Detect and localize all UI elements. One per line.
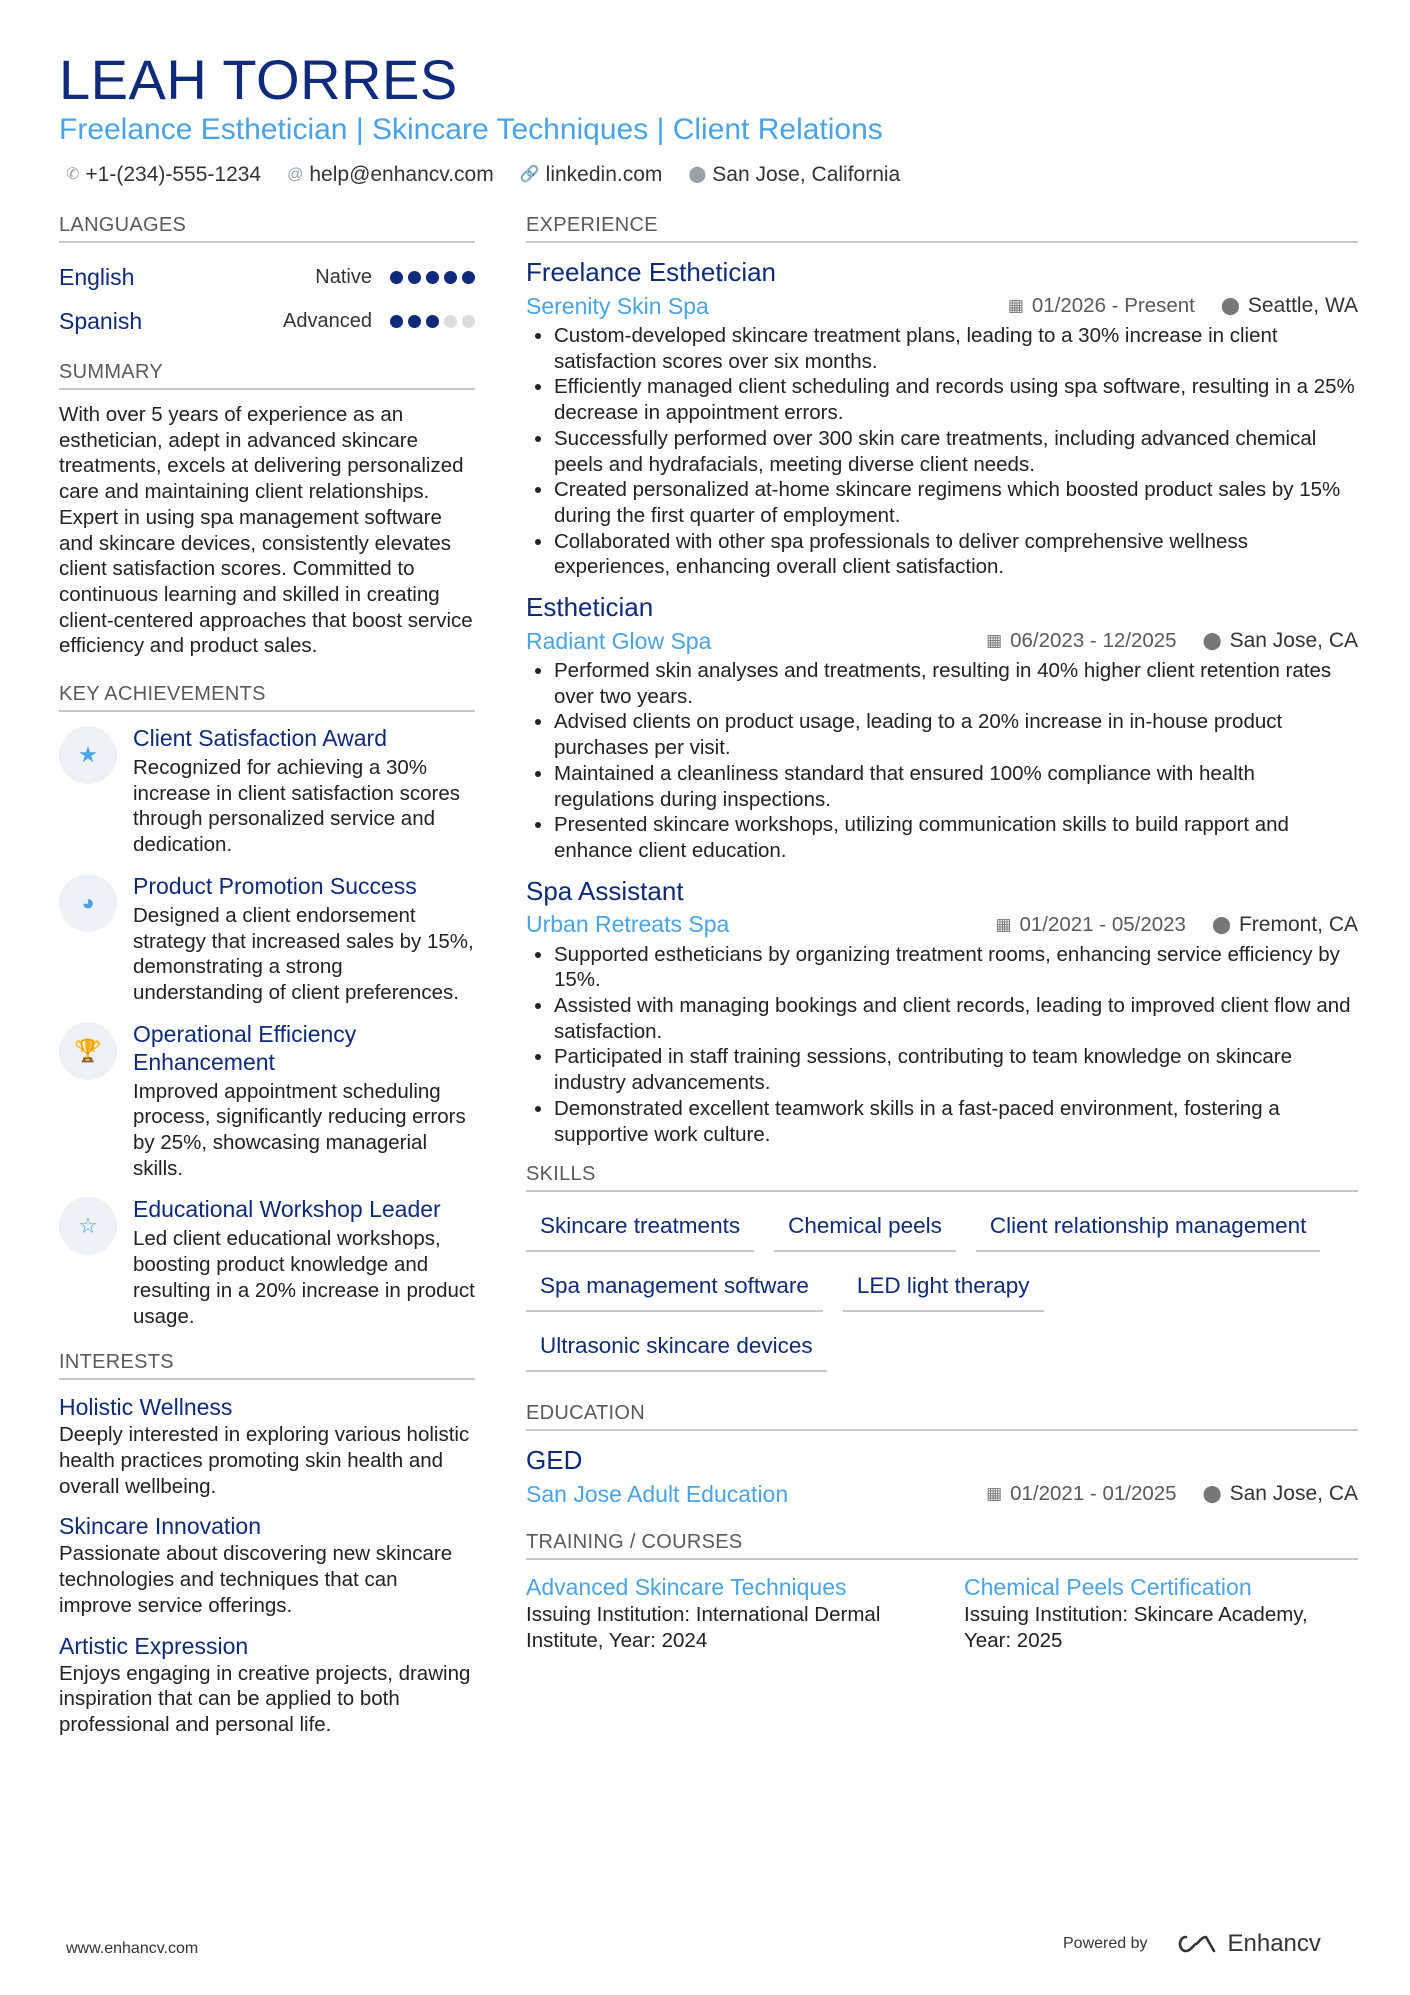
section-title-training: TRAINING / COURSES xyxy=(526,1529,1358,1560)
calendar-icon: ▦ xyxy=(995,914,1012,934)
achievement-title: Operational Efficiency Enhancement xyxy=(133,1020,357,1075)
job-bullet: • Supported estheticians by organizing treatment rooms, enhancing service efficiency by 15%. xyxy=(554,942,1358,993)
contact-text: linkedin.com xyxy=(545,163,663,186)
skills-list xyxy=(526,1204,1358,1372)
job-location-text: San Jose, CA xyxy=(1229,629,1358,653)
summary-section xyxy=(59,359,475,659)
calendar-icon: ▦ xyxy=(986,1484,1003,1504)
achievement-body xyxy=(133,724,475,858)
rating-dot xyxy=(408,271,421,284)
skill-tag: Skincare treatments xyxy=(526,1204,754,1252)
footer-website[interactable]: www.enhancv.com xyxy=(66,1940,199,1957)
job-bullet: • Advised clients on product usage, leading to a 20% increase in in-house product purchases per visit. xyxy=(554,709,1358,760)
contact-item[interactable] xyxy=(66,160,261,190)
experience-list xyxy=(526,255,1358,1147)
rating-dot xyxy=(408,315,421,328)
job-bullet: • Presented skincare workshops, utilizing communication skills to build rapport and enhance client education. xyxy=(554,812,1358,863)
summary-text: With over 5 years of experience as an esthetician, adept in advanced skincare treatments, excels at delivering personalized care and maintaining client relationships. Expert in using spa management software and skincare devices, consistently elevates client satisfaction scores. Committed to continuous learning and skilled in creating client-centered approaches that boost service efficiency and product sales. xyxy=(59,403,473,658)
interest-description: Passionate about discovering new skincare technologies and techniques that can improve service offerings. xyxy=(59,1542,453,1617)
trophy-icon: 🏆 xyxy=(59,1022,117,1080)
rating-dot xyxy=(444,271,457,284)
education-location-text: San Jose, CA xyxy=(1229,1482,1358,1506)
language-row xyxy=(59,255,475,299)
language-rating xyxy=(390,271,475,284)
brand-name: Enhancv xyxy=(1227,1930,1321,1957)
enhancv-mark-icon xyxy=(1174,1933,1218,1955)
contact-item[interactable] xyxy=(520,160,663,190)
experience-item xyxy=(526,255,1358,580)
interest-title: Artistic Expression xyxy=(59,1632,249,1659)
rating-dot xyxy=(462,315,475,328)
job-bullet: • Successfully performed over 300 skin care treatments, including advanced chemical peels and hydrafacials, meeting diverse client needs. xyxy=(554,426,1358,477)
calendar-icon: ▦ xyxy=(986,631,1003,651)
job-meta xyxy=(526,624,1358,658)
interest-title: Skincare Innovation xyxy=(59,1513,262,1540)
section-title-languages: LANGUAGES xyxy=(59,212,475,243)
language-name: Spanish xyxy=(59,307,143,334)
contact-item[interactable] xyxy=(287,160,494,190)
section-title-achievements: KEY ACHIEVEMENTS xyxy=(59,681,475,712)
star-icon: ★ xyxy=(59,726,117,784)
job-bullet: • Collaborated with other spa professionals to deliver comprehensive wellness experiences, enhancing overall client satisfaction. xyxy=(554,529,1358,580)
skill-tag: Ultrasonic skincare devices xyxy=(526,1324,827,1372)
achievement-item xyxy=(59,1195,475,1329)
section-title-skills: SKILLS xyxy=(526,1161,1358,1192)
job-dates-text: 06/2023 - 12/2025 xyxy=(1010,629,1177,653)
location-pin-icon: ⬤ xyxy=(1202,631,1222,651)
job-dates xyxy=(986,629,1177,653)
achievement-title: Product Promotion Success xyxy=(133,872,417,899)
interests-list xyxy=(59,1392,475,1737)
achievement-body xyxy=(133,872,475,1006)
candidate-headline: Freelance Esthetician | Skincare Techniques | Client Relations xyxy=(59,113,883,146)
job-location xyxy=(1212,913,1358,937)
section-title-interests: INTERESTS xyxy=(59,1349,475,1380)
experience-section xyxy=(526,212,1358,1147)
achievement-description: Improved appointment scheduling process, significantly reducing errors by 25%, showcasing managerial skills. xyxy=(133,1079,466,1180)
achievement-title: Client Satisfaction Award xyxy=(133,725,387,752)
achievements-list xyxy=(59,724,475,1329)
job-bullet: • Demonstrated excellent teamwork skills in a fast-paced environment, fostering a supportive work culture. xyxy=(554,1096,1358,1147)
phone-icon: ✆ xyxy=(66,166,80,183)
rating-dot xyxy=(426,315,439,328)
link-icon: 🔗 xyxy=(519,166,540,183)
education-school: San Jose Adult Education xyxy=(526,1480,789,1507)
achievement-description: Designed a client endorsement strategy that increased sales by 15%, demonstrating a strong understanding of client preferences. xyxy=(133,903,474,1004)
interest-description: Deeply interested in exploring various holistic health practices promoting skin health and overall wellbeing. xyxy=(59,1423,470,1498)
skill-tag: Chemical peels xyxy=(774,1204,956,1252)
location-pin-icon: ⬤ xyxy=(1211,914,1231,934)
experience-item xyxy=(526,590,1358,864)
job-location xyxy=(1221,294,1358,318)
job-meta xyxy=(526,908,1358,942)
job-location xyxy=(1203,629,1358,653)
achievement-description: Recognized for achieving a 30% increase in client satisfaction scores through personalized service and dedication. xyxy=(133,756,461,857)
education-meta xyxy=(526,1477,1358,1511)
course-description: Issuing Institution: Skincare Academy, Year: 2025 xyxy=(964,1603,1308,1652)
course-description: Issuing Institution: International Dermal Institute, Year: 2024 xyxy=(526,1603,881,1652)
job-bullet: • Maintained a cleanliness standard that ensured 100% compliance with health regulations during inspections. xyxy=(554,761,1358,812)
interest-title: Holistic Wellness xyxy=(59,1394,233,1421)
training-section xyxy=(526,1529,1358,1653)
rating-dot xyxy=(444,315,457,328)
candidate-name: LEAH TORRES xyxy=(59,48,458,111)
section-title-experience: EXPERIENCE xyxy=(526,212,1358,243)
achievement-body xyxy=(133,1020,475,1182)
course-item xyxy=(526,1572,916,1653)
experience-item xyxy=(526,874,1358,1148)
achievement-description: Led client educational workshops, boosting product knowledge and resulting in a 20% increase in product usage. xyxy=(133,1227,475,1328)
interests-section xyxy=(59,1349,475,1737)
course-title: Chemical Peels Certification xyxy=(964,1574,1252,1601)
skill-tag: LED light therapy xyxy=(843,1264,1044,1312)
education-dates xyxy=(986,1482,1177,1506)
language-row xyxy=(59,299,475,343)
languages-section xyxy=(59,212,475,343)
rating-dot xyxy=(462,271,475,284)
job-company: Urban Retreats Spa xyxy=(526,911,730,938)
job-location-text: Fremont, CA xyxy=(1238,912,1358,936)
achievements-section xyxy=(59,681,475,1329)
job-location-text: Seattle, WA xyxy=(1247,294,1358,317)
rating-dot xyxy=(390,271,403,284)
calendar-icon: ▦ xyxy=(1007,296,1024,315)
courses-list xyxy=(526,1572,1358,1653)
language-rating xyxy=(390,315,475,328)
job-bullets xyxy=(526,658,1358,864)
job-bullet: • Participated in staff training sessions, contributing to team knowledge on skincare industry advancements. xyxy=(554,1044,1358,1095)
course-title: Advanced Skincare Techniques xyxy=(526,1574,847,1601)
contact-item[interactable] xyxy=(688,160,900,190)
course-item xyxy=(964,1572,1354,1653)
interest-description: Enjoys engaging in creative projects, drawing inspiration that can be applied to both professional and personal life. xyxy=(59,1661,471,1736)
job-title: Esthetician xyxy=(526,592,654,623)
job-company: Serenity Skin Spa xyxy=(526,292,709,319)
languages-list xyxy=(59,255,475,343)
job-title: Freelance Esthetician xyxy=(526,257,777,287)
location-pin-icon: ⬤ xyxy=(1202,1484,1222,1504)
right-column xyxy=(526,212,1358,1654)
section-title-education: EDUCATION xyxy=(526,1400,1358,1431)
job-bullet: • Created personalized at-home skincare regimens which boosted product sales by 15% during the first quarter of employment. xyxy=(554,477,1358,528)
job-bullets xyxy=(526,323,1358,580)
location-pin-icon: ⬤ xyxy=(1220,296,1240,315)
job-dates-text: 01/2021 - 05/2023 xyxy=(1019,912,1186,936)
job-dates xyxy=(1008,294,1195,318)
job-bullet: • Custom-developed skincare treatment plans, leading to a 30% increase in client satisfaction scores over six months. xyxy=(554,323,1358,374)
contact-text: help@enhancv.com xyxy=(309,163,494,186)
contact-text: San Jose, California xyxy=(712,163,901,186)
rating-dot xyxy=(390,315,403,328)
contact-text: +1-(234)-555-1234 xyxy=(85,163,262,186)
section-title-summary: SUMMARY xyxy=(59,359,475,390)
achievement-item xyxy=(59,724,475,858)
education-location xyxy=(1203,1482,1358,1506)
skills-section xyxy=(526,1161,1358,1372)
location-icon: ⬤ xyxy=(688,166,707,183)
job-bullet: • Efficiently managed client scheduling and records using spa software, resulting in a 25% decrease in appointment errors. xyxy=(554,374,1358,425)
star-outline-icon: ☆ xyxy=(59,1197,117,1255)
enhancv-logo[interactable] xyxy=(1174,1930,1321,1958)
achievement-item xyxy=(59,872,475,1006)
job-title: Spa Assistant xyxy=(526,875,684,906)
job-meta xyxy=(526,289,1358,323)
job-bullet: • Assisted with managing bookings and client records, leading to improved client flow and satisfaction. xyxy=(554,993,1358,1044)
achievement-body xyxy=(133,1195,475,1329)
education-section xyxy=(526,1400,1358,1511)
achievement-item xyxy=(59,1020,475,1182)
skill-tag: Spa management software xyxy=(526,1264,823,1312)
powered-by-label: Powered by xyxy=(1063,1935,1148,1952)
at-icon: @ xyxy=(287,166,304,183)
language-level: Native xyxy=(315,265,372,288)
achievement-title: Educational Workshop Leader xyxy=(133,1196,441,1223)
skill-tag: Client relationship management xyxy=(976,1204,1320,1252)
brain-icon: ◕ xyxy=(59,874,117,932)
rating-dot xyxy=(426,271,439,284)
job-dates xyxy=(995,913,1186,937)
footer-branding xyxy=(1063,1930,1321,1958)
job-company: Radiant Glow Spa xyxy=(526,627,712,654)
language-name: English xyxy=(59,263,135,290)
language-level: Advanced xyxy=(283,309,372,332)
job-bullets xyxy=(526,942,1358,1148)
left-column xyxy=(59,212,475,1750)
contact-bar xyxy=(66,160,900,190)
education-dates-text: 01/2021 - 01/2025 xyxy=(1010,1482,1177,1506)
job-dates-text: 01/2026 - Present xyxy=(1031,294,1195,317)
education-degree: GED xyxy=(526,1445,583,1476)
job-bullet: • Performed skin analyses and treatments, resulting in 40% higher client retention rates over two years. xyxy=(554,658,1358,709)
